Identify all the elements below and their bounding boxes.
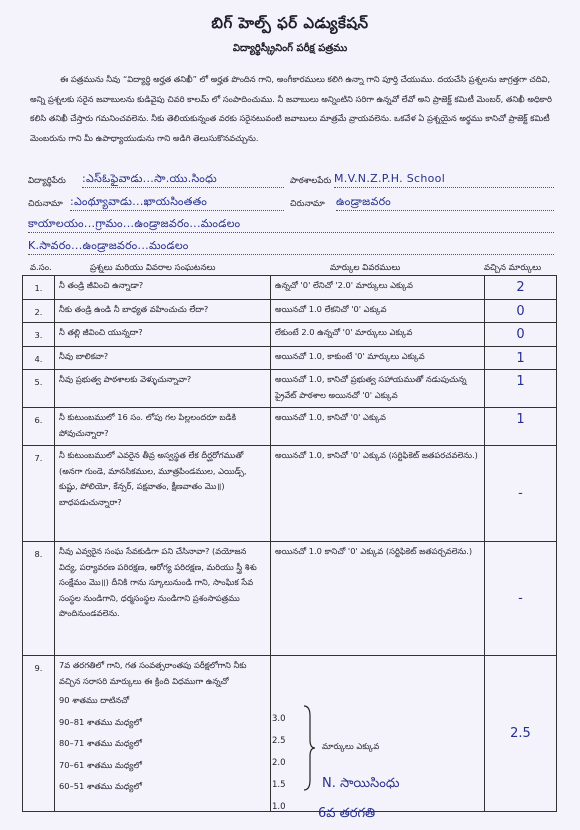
question-text: నీకు తండ్రి ఉండి నీ బాధ్యత వహించుచు లేదా?: [55, 299, 271, 323]
grade-value: 3.0: [272, 714, 286, 724]
student-name-label: విద్యార్థిపేరు: [28, 176, 66, 186]
school-name-underline: [334, 187, 554, 188]
row-number: 7.: [23, 446, 55, 542]
instructions-paragraph: ఈ పత్రమును నీవు “విద్యార్థి అర్హత తనిఖీ” లో అర్హత పొందిన గాని, అంగీకారములు కలిగి ఉన్నా గాని పూర్తి చేయుము. దయచేసి ప్రశ్నలను జాగ్రత్తగా చదివి, అన్ని ప్రశ్నలకు సరైన జవాబులను కుడివైపు చివరి కాలమ్ లో సంపాదించుము. నీ జవాబులు అన్నింటిని సరిగా ఉన్నవో లేవో అని ప్రాజెక్ట్ కమిటీ మెంబర్, తనిఖీ అధికారి కలిసి తనిఖీ చేస్తారు గమనించవలెను. నీకు తెలియకున్నంత వరకు సరైనటువంటి జవాబులు మాత్రమే వ్రాయవలెను. ఒకవేళ ఏ ప్రశ్నయైన అర్థము కానిచో ప్రాజెక్ట్ కమిటీ మెంబరును గాని మీ ఉపాధ్యాయుడును గాని అడిగి తెలుసుకొనవచ్చును.: [30, 74, 552, 143]
question-text: నీ తల్లి జీవించి యున్నదా?: [55, 323, 271, 347]
table-row: [23, 276, 557, 300]
grade-line: 80–71 శాతము మధ్యలో: [59, 738, 142, 748]
school-name-value[interactable]: M.V.N.Z.P.H. School: [334, 172, 446, 185]
grade-value: 2.0: [272, 758, 286, 768]
marks-note: మార్కులు ఎక్కువ: [322, 741, 380, 751]
question-text: నీవు ప్రభుత్వ పాఠశాలకు వెళ్ళుచున్నావా?: [55, 370, 271, 408]
question-text: నీవు ఎవ్వరైన సంఘ సేవకుడిగా పని చేసినావా? (వయోజన విద్య, పర్యావరణ పరిరక్షణ, ఆరోగ్య పరిరక్షణ, మరియు స్త్రీ శిశు సంక్షేమం మొ॥) దీనికి గాను స్కూలునుండి గాని, సాంఘిక సేవ సంస్థల నుండిగాని, ధర్మసంస్థల నుండిగాని ప్రశంసాపత్రము పొందినుండవలెను.: [55, 542, 271, 656]
marks-detail: ఉన్నచో '0' లేనిచో '2.0' మార్కులు ఎక్కువ: [271, 276, 485, 300]
marks-detail: అయినచో 1.0 లేకనిచో '0' ఎక్కువ: [271, 299, 485, 323]
village-underline: [28, 232, 554, 233]
row-number: 6.: [23, 408, 55, 446]
row-number: 9.: [23, 656, 55, 812]
address-underline: [70, 210, 284, 211]
post-mandal-line[interactable]: K.సావరం...ఉండ్రాజవరం...మండలం: [28, 239, 189, 252]
address-label: చిరునామా: [28, 199, 63, 209]
header-sno: వ.సం.: [30, 263, 52, 273]
table-row: [23, 542, 557, 656]
address2-value[interactable]: ఉండ్రాజవరం: [336, 195, 392, 208]
marks-detail: అయినచో 1.0, కాకుంటే '0' మార్కులు ఎక్కువ: [271, 346, 485, 370]
table-row: [23, 323, 557, 347]
grade-value: 1.0: [272, 802, 286, 812]
grade-line: 70–61 శాతము మధ్యలో: [59, 759, 142, 770]
score-value[interactable]: 0: [516, 327, 525, 342]
grade-line: 60–51 శాతము మధ్యలో: [59, 781, 142, 791]
marks-detail: అయినచో 1.0, కానిచో ప్రభుత్వ సహాయముతో నడుపుచున్న ప్రైవేట్ పాఠశాల అయినచో '0' ఎక్కువ: [271, 370, 485, 408]
question-text: నీ తండ్రి జీవించి ఉన్నాడా?: [55, 276, 271, 300]
row-number: 8.: [23, 542, 55, 656]
score-value[interactable]: 1: [516, 412, 525, 427]
grade-line: 90 శాతము దాటినచో: [59, 695, 130, 705]
question-text: నీ కుటుంబములో ఎవరైన తీవ్ర అస్వస్థత లేక దీర్ఘరోగముతో (అనగా గుండె, మానసికముల, మూత్రపిండముల, ఎయిడ్స్, కుష్టు, పోలియో, కేన్సర్, పక్షవాతం, క్షీణవాతం మొ॥) బాధపడుచున్నారా?: [55, 446, 271, 542]
table-row: [23, 446, 557, 542]
header-marks-detail: మార్కుల వివరములు: [330, 263, 401, 273]
row-number: 2.: [23, 299, 55, 323]
row-number: 3.: [23, 323, 55, 347]
score-value[interactable]: -: [518, 591, 523, 607]
score-value[interactable]: 1: [516, 350, 525, 366]
student-signature[interactable]: N. సాయిసింధు: [322, 776, 400, 791]
table-row: [23, 346, 557, 370]
marks-detail: అయినచో 1.0, కానిచో '0' ఎక్కువ: [271, 408, 485, 446]
brace-icon: [302, 704, 316, 792]
grade-value: 1.5: [272, 780, 286, 790]
class-note[interactable]: 6వ తరగతి: [318, 806, 376, 821]
questions-table: [22, 275, 557, 812]
page-title: బిగ్ హెల్ప్ ఫర్ ఎడ్యుకేషన్: [211, 14, 369, 32]
address2-underline: [336, 210, 554, 211]
table-row: [23, 299, 557, 323]
grade-value: 2.5: [272, 736, 286, 746]
score-value[interactable]: -: [518, 486, 523, 502]
header-marks-received: వచ్చిన మార్కులు: [484, 263, 542, 273]
table-row: [23, 656, 557, 812]
marks-detail: అయినచో 1.0, కానిచో '0' ఎక్కువ (సర్టిఫికెట్ జతపరచవలెను.): [271, 446, 485, 542]
row-number: 4.: [23, 346, 55, 370]
score-value[interactable]: 2.5: [510, 726, 531, 742]
row-number: 5.: [23, 370, 55, 408]
student-name-value[interactable]: :ఎస్ఓఫైవాడు...సా.యు.సింధు: [82, 172, 218, 185]
grade-values: [272, 708, 286, 818]
table-row: [23, 370, 557, 408]
page-subtitle: విద్యార్థిస్క్రీనింగ్ పరీక్ష పత్రము: [232, 43, 348, 54]
question-text: [55, 656, 271, 812]
address-value[interactable]: :ఎంథ్యూవాడు...ఖాయసింతతం: [70, 195, 208, 208]
question-text: నీవు బాలికవా?: [55, 346, 271, 370]
student-name-underline: [82, 187, 284, 188]
post-underline: [28, 254, 554, 255]
header-question: ప్రశ్నలు మరియు వివరాల సంఘటనలు: [90, 263, 216, 273]
row-number: 1.: [23, 276, 55, 300]
question-text-q9: 7వ తరగతిలో గాని, గత సంవత్సరాంతపు పరీక్షలోగాని నీకు వచ్చిన సరాసరి మార్కులు ఈ క్రింది విధముగా ఉన్నచో: [59, 660, 247, 686]
village-mandal-line[interactable]: కాయాలయం...గ్రామం...ఉండ్రాజవరం...మండలం: [28, 217, 241, 230]
marks-detail: లేకుంటే 2.0 ఉన్నచో '0' మార్కులు ఎక్కువ: [271, 323, 485, 347]
grade-line: 90–81 శాతము మధ్యలో: [59, 716, 142, 727]
address2-label: చిరునామా: [290, 199, 325, 209]
score-value[interactable]: 1: [516, 374, 525, 389]
table-row: [23, 408, 557, 446]
question-text: నీ కుటుంబములో 16 సం. లోపు గల పిల్లలందరూ బడికి పోవుచున్నారా?: [55, 408, 271, 446]
score-value[interactable]: 2: [516, 280, 525, 295]
marks-detail: అయినచో 1.0 కానిచో '0' ఎక్కువ (సర్టిఫికెట్ జతపర్చవలెను.): [271, 542, 485, 656]
school-name-label: పాఠశాలపేరు: [290, 176, 332, 186]
score-value[interactable]: 0: [516, 303, 525, 319]
